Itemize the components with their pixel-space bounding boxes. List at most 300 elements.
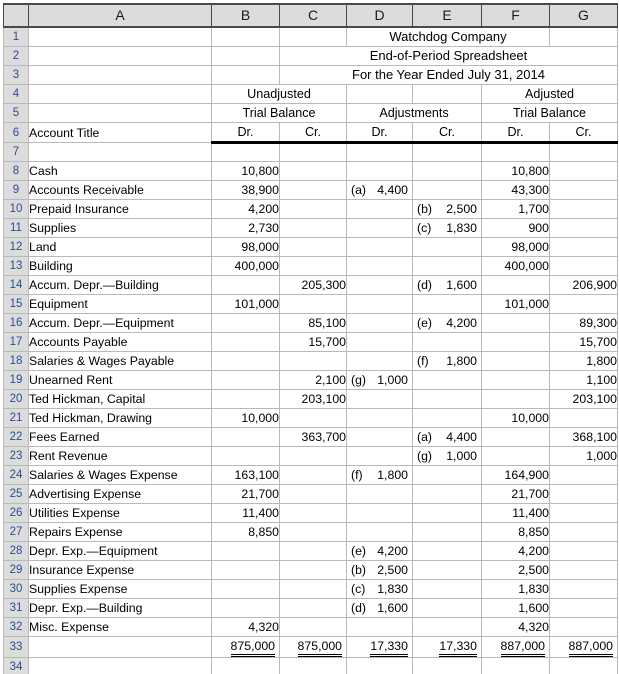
adjustment-dr-amount: 2,500	[377, 563, 408, 577]
unadjusted-dr-value[interactable]: 4,320	[212, 618, 280, 637]
row-header-5[interactable]: 5	[4, 104, 29, 123]
row-header-13[interactable]: 13	[4, 257, 29, 276]
adjusted-dr-value[interactable]: 1,700	[482, 200, 550, 219]
adjustments-cr-value[interactable]	[413, 561, 482, 580]
adjustments-label[interactable]: Adjustments	[347, 104, 482, 123]
unadjusted-dr-value[interactable]: 400,000	[212, 257, 280, 276]
adjusted-dr-value[interactable]	[482, 276, 550, 295]
table-row	[4, 219, 618, 238]
account-name[interactable]: Accounts Receivable	[29, 181, 212, 200]
unadjusted-cr-value[interactable]	[280, 466, 347, 485]
adjustments-dr-value[interactable]	[347, 295, 413, 314]
adjusted-dr-value[interactable]: 98,000	[482, 238, 550, 257]
unadjusted-cr-value[interactable]: 203,100	[280, 390, 347, 409]
adjusted-dr-value[interactable]	[482, 447, 550, 466]
adjusted-cr-value[interactable]	[550, 409, 618, 428]
adjustments-cr-value[interactable]	[413, 371, 482, 390]
account-name[interactable]: Accounts Payable	[29, 333, 212, 352]
adjusted-dr-value[interactable]: 2,500	[482, 561, 550, 580]
row-header-25[interactable]: 25	[4, 485, 29, 504]
adjusted-dr-value[interactable]: 11,400	[482, 504, 550, 523]
cell-B2[interactable]	[212, 47, 280, 66]
row-header-30[interactable]: 30	[4, 580, 29, 599]
table-row	[4, 599, 618, 618]
adjustments-dr-value[interactable]	[347, 162, 413, 181]
account-name[interactable]: Unearned Rent	[29, 371, 212, 390]
adjustments-cr-value[interactable]	[413, 618, 482, 637]
unadjusted-dr-value[interactable]	[212, 333, 280, 352]
unadjusted-dr-value[interactable]: 101,000	[212, 295, 280, 314]
unadjusted-dr-value[interactable]: 163,100	[212, 466, 280, 485]
adjustments-cr-value[interactable]	[413, 295, 482, 314]
adjustment-dr-ref: (b)	[351, 563, 367, 577]
unadjusted-dr-value[interactable]	[212, 352, 280, 371]
row-header-29[interactable]: 29	[4, 561, 29, 580]
adjustment-dr-entry	[347, 561, 412, 579]
cell-D7[interactable]	[347, 143, 413, 162]
account-name[interactable]: Fees Earned	[29, 428, 212, 447]
row-header-6[interactable]: 6	[4, 123, 29, 143]
adjusted-dr-value[interactable]	[482, 314, 550, 333]
row-header-17[interactable]: 17	[4, 333, 29, 352]
adjustments-dr-value[interactable]	[347, 219, 413, 238]
adjusted-dr-value[interactable]: 4,200	[482, 542, 550, 561]
sheet-row-4	[4, 85, 618, 104]
account-name[interactable]: Cash	[29, 162, 212, 181]
adjustments-dr-value[interactable]	[347, 466, 413, 485]
adjustments-cr-value[interactable]	[413, 409, 482, 428]
adjustment-dr-amount: 4,400	[377, 183, 408, 197]
adjustments-dr-value[interactable]	[347, 390, 413, 409]
column-header-A[interactable]: A	[29, 4, 212, 27]
row-header-7[interactable]: 7	[4, 143, 29, 162]
adjusted-cr-value[interactable]	[550, 295, 618, 314]
adjustments-cr-value[interactable]	[413, 504, 482, 523]
adjustment-cr-entry	[413, 219, 481, 237]
unadjusted-cr-value[interactable]	[280, 618, 347, 637]
unadjusted-dr-value[interactable]: 4,200	[212, 200, 280, 219]
unadjusted-group-header[interactable]: Unadjusted	[212, 85, 347, 104]
unadjusted-cr-value[interactable]: 85,100	[280, 314, 347, 333]
column-header-C[interactable]: C	[280, 4, 347, 27]
document-title[interactable]: End-of-Period Spreadsheet	[280, 47, 618, 66]
adjustments-cr-value[interactable]	[413, 314, 482, 333]
adjustments-dr-value[interactable]	[347, 181, 413, 200]
unadjusted-dr-value[interactable]	[212, 542, 280, 561]
row-header-19[interactable]: 19	[4, 371, 29, 390]
adjustments-dr-value[interactable]	[347, 428, 413, 447]
table-row	[4, 257, 618, 276]
unadjusted-cr-value[interactable]	[280, 219, 347, 238]
account-title-header[interactable]: Account Title	[29, 123, 212, 143]
adjustment-dr-entry	[347, 599, 412, 617]
row-header-26[interactable]: 26	[4, 504, 29, 523]
account-name[interactable]: Salaries & Wages Payable	[29, 352, 212, 371]
unadjusted-cr-value[interactable]	[280, 200, 347, 219]
column-header-row	[4, 4, 618, 27]
cell-A34[interactable]	[29, 658, 212, 674]
adjusted-trial-balance-label[interactable]: Trial Balance	[482, 104, 618, 123]
adjustments-dr-value[interactable]	[347, 409, 413, 428]
unadjusted-dr-value[interactable]	[212, 580, 280, 599]
company-title[interactable]: Watchdog Company	[347, 27, 550, 47]
row-header-3[interactable]: 3	[4, 66, 29, 85]
adjusted-dr-value[interactable]: 101,000	[482, 295, 550, 314]
account-name[interactable]: Advertising Expense	[29, 485, 212, 504]
adjusted-cr-value[interactable]	[550, 542, 618, 561]
adjusted-cr-value[interactable]	[550, 523, 618, 542]
sheet-row-3	[4, 66, 618, 85]
adjustments-dr-value[interactable]	[347, 276, 413, 295]
total-unadjusted-cr[interactable]	[280, 637, 347, 658]
adjustments-cr-value[interactable]	[413, 447, 482, 466]
unadjusted-dr-value[interactable]: 98,000	[212, 238, 280, 257]
adjustments-cr-value[interactable]	[413, 238, 482, 257]
adjustments-cr-value[interactable]	[413, 200, 482, 219]
adjusted-cr-value[interactable]: 1,000	[550, 447, 618, 466]
adjustments-cr-value[interactable]	[413, 428, 482, 447]
adjusted-dr-value[interactable]: 8,850	[482, 523, 550, 542]
adjustments-cr-value[interactable]	[413, 219, 482, 238]
cell-E7[interactable]	[413, 143, 482, 162]
adjusted-cr-value[interactable]	[550, 257, 618, 276]
unadjusted-cr-value[interactable]	[280, 238, 347, 257]
adjustments-cr-value[interactable]	[413, 352, 482, 371]
adjustment-cr-ref: (g)	[417, 449, 433, 463]
account-name[interactable]: Depr. Exp.—Building	[29, 599, 212, 618]
adjusted-cr-value[interactable]	[550, 219, 618, 238]
adjusted-cr-value[interactable]: 206,900	[550, 276, 618, 295]
unadjusted-dr-value[interactable]	[212, 390, 280, 409]
adjusted-cr-value[interactable]	[550, 580, 618, 599]
adjusted-cr-value[interactable]	[550, 162, 618, 181]
total-adjusted-cr[interactable]	[550, 637, 618, 658]
adjusted-cr-value[interactable]: 89,300	[550, 314, 618, 333]
unadjusted-cr-value[interactable]	[280, 561, 347, 580]
adjustments-dr-value[interactable]	[347, 333, 413, 352]
row-header-34[interactable]: 34	[4, 658, 29, 674]
adjusted-dr-value[interactable]	[482, 352, 550, 371]
adjustments-dr-value[interactable]	[347, 238, 413, 257]
cell-B34[interactable]	[212, 658, 280, 674]
table-row	[4, 466, 618, 485]
row-header-20[interactable]: 20	[4, 390, 29, 409]
adjusted-cr-value[interactable]	[550, 561, 618, 580]
account-name[interactable]: Insurance Expense	[29, 561, 212, 580]
unadjusted-cr-value[interactable]	[280, 352, 347, 371]
total-unadjusted-cr-value: 875,000	[298, 638, 342, 657]
adjustments-cr-value[interactable]	[413, 599, 482, 618]
cell-A2[interactable]	[29, 47, 212, 66]
unadjusted-cr-value[interactable]	[280, 409, 347, 428]
unadjusted-dr-value[interactable]	[212, 428, 280, 447]
unadjusted-dr-value[interactable]: 8,850	[212, 523, 280, 542]
adjustments-dr-value[interactable]	[347, 542, 413, 561]
adjustments-dr-value[interactable]	[347, 371, 413, 390]
unadjusted-cr-value[interactable]	[280, 447, 347, 466]
row-header-10[interactable]: 10	[4, 200, 29, 219]
unadjusted-cr-value[interactable]	[280, 485, 347, 504]
unadjusted-dr-value[interactable]	[212, 314, 280, 333]
adjustment-dr-ref: (f)	[351, 468, 363, 482]
account-name[interactable]: Land	[29, 238, 212, 257]
cell-C34[interactable]	[280, 658, 347, 674]
unadjusted-cr-value[interactable]	[280, 295, 347, 314]
row-header-23[interactable]: 23	[4, 447, 29, 466]
account-name[interactable]: Accum. Depr.—Building	[29, 276, 212, 295]
account-name[interactable]: Misc. Expense	[29, 618, 212, 637]
adjustment-dr-entry	[347, 580, 412, 598]
row-header-16[interactable]: 16	[4, 314, 29, 333]
cell-E4[interactable]	[413, 85, 482, 104]
unadjusted-cr-value[interactable]: 2,100	[280, 371, 347, 390]
account-name[interactable]: Utilities Expense	[29, 504, 212, 523]
unadjusted-dr-value[interactable]	[212, 599, 280, 618]
cell-G7[interactable]	[550, 143, 618, 162]
unadjusted-dr-header[interactable]: Dr.	[212, 123, 280, 143]
table-row	[4, 542, 618, 561]
total-adjusted-dr[interactable]	[482, 637, 550, 658]
adjustments-dr-header[interactable]: Dr.	[347, 123, 413, 143]
cell-C7[interactable]	[280, 143, 347, 162]
row-header-11[interactable]: 11	[4, 219, 29, 238]
row-header-27[interactable]: 27	[4, 523, 29, 542]
cell-A1[interactable]	[29, 27, 212, 47]
adjusted-dr-value[interactable]: 43,300	[482, 181, 550, 200]
adjusted-cr-header[interactable]: Cr.	[550, 123, 618, 143]
adjusted-dr-value[interactable]: 900	[482, 219, 550, 238]
row-header-12[interactable]: 12	[4, 238, 29, 257]
unadjusted-dr-value[interactable]: 11,400	[212, 504, 280, 523]
adjustments-dr-value[interactable]	[347, 447, 413, 466]
account-name[interactable]: Supplies Expense	[29, 580, 212, 599]
account-name[interactable]: Ted Hickman, Drawing	[29, 409, 212, 428]
adjustments-cr-value[interactable]	[413, 257, 482, 276]
totals-row	[4, 637, 618, 658]
totals-account-cell[interactable]	[29, 637, 212, 658]
unadjusted-cr-value[interactable]	[280, 257, 347, 276]
unadjusted-cr-value[interactable]	[280, 580, 347, 599]
adjusted-cr-value[interactable]	[550, 466, 618, 485]
adjusted-dr-value[interactable]: 1,600	[482, 599, 550, 618]
adjusted-cr-value[interactable]: 1,100	[550, 371, 618, 390]
adjustment-cr-amount: 1,830	[446, 221, 477, 235]
column-header-F[interactable]: F	[482, 4, 550, 27]
row-header-4[interactable]: 4	[4, 85, 29, 104]
adjustments-dr-value[interactable]	[347, 314, 413, 333]
table-row	[4, 352, 618, 371]
adjustments-cr-value[interactable]	[413, 390, 482, 409]
account-name[interactable]: Rent Revenue	[29, 447, 212, 466]
adjustment-cr-entry	[413, 276, 481, 294]
adjustment-cr-amount: 2,500	[446, 202, 477, 216]
cell-A7[interactable]	[29, 143, 212, 162]
column-header-D[interactable]: D	[347, 4, 413, 27]
account-name[interactable]: Repairs Expense	[29, 523, 212, 542]
adjusted-dr-value[interactable]	[482, 333, 550, 352]
cell-C1[interactable]	[280, 27, 347, 47]
adjusted-dr-value[interactable]: 1,830	[482, 580, 550, 599]
adjusted-dr-value[interactable]: 21,700	[482, 485, 550, 504]
table-row	[4, 409, 618, 428]
unadjusted-dr-value[interactable]	[212, 447, 280, 466]
account-name[interactable]: Ted Hickman, Capital	[29, 390, 212, 409]
row-header-9[interactable]: 9	[4, 181, 29, 200]
cell-E34[interactable]	[413, 658, 482, 674]
adjustment-cr-amount: 1,600	[446, 278, 477, 292]
unadjusted-cr-value[interactable]	[280, 181, 347, 200]
unadjusted-cr-value[interactable]: 15,700	[280, 333, 347, 352]
adjustments-dr-value[interactable]	[347, 504, 413, 523]
adjusted-cr-value[interactable]	[550, 181, 618, 200]
adjusted-cr-value[interactable]: 203,100	[550, 390, 618, 409]
adjusted-cr-value[interactable]	[550, 238, 618, 257]
adjusted-group-header[interactable]: Adjusted	[482, 85, 618, 104]
adjustments-cr-value[interactable]	[413, 466, 482, 485]
row-header-15[interactable]: 15	[4, 295, 29, 314]
account-name[interactable]: Building	[29, 257, 212, 276]
total-adjustments-cr[interactable]	[413, 637, 482, 658]
column-header-B[interactable]: B	[212, 4, 280, 27]
column-header-G[interactable]: G	[550, 4, 618, 27]
adjustments-dr-value[interactable]	[347, 599, 413, 618]
column-header-E[interactable]: E	[413, 4, 482, 27]
adjustments-cr-value[interactable]	[413, 181, 482, 200]
adjusted-cr-value[interactable]	[550, 200, 618, 219]
unadjusted-dr-value[interactable]	[212, 371, 280, 390]
cell-F34[interactable]	[482, 658, 550, 674]
account-name[interactable]: Prepaid Insurance	[29, 200, 212, 219]
adjustments-dr-value[interactable]	[347, 200, 413, 219]
sheet-row-2	[4, 47, 618, 66]
unadjusted-cr-value[interactable]: 363,700	[280, 428, 347, 447]
table-row	[4, 618, 618, 637]
adjusted-dr-header[interactable]: Dr.	[482, 123, 550, 143]
adjustments-cr-header[interactable]: Cr.	[413, 123, 482, 143]
unadjusted-cr-value[interactable]: 205,300	[280, 276, 347, 295]
unadjusted-cr-value[interactable]	[280, 599, 347, 618]
cell-A5[interactable]	[29, 104, 212, 123]
unadjusted-dr-value[interactable]: 10,800	[212, 162, 280, 181]
adjustment-cr-amount: 4,400	[446, 430, 477, 444]
table-row	[4, 485, 618, 504]
adjustments-cr-value[interactable]	[413, 523, 482, 542]
adjustments-dr-value[interactable]	[347, 618, 413, 637]
row-header-33[interactable]: 33	[4, 637, 29, 658]
unadjusted-dr-value[interactable]: 10,000	[212, 409, 280, 428]
row-header-24[interactable]: 24	[4, 466, 29, 485]
row-header-18[interactable]: 18	[4, 352, 29, 371]
total-adjustments-cr-value: 17,330	[439, 638, 477, 657]
total-adjustments-dr[interactable]	[347, 637, 413, 658]
adjusted-cr-value[interactable]	[550, 485, 618, 504]
cell-G1[interactable]	[550, 27, 618, 47]
account-name[interactable]: Accum. Depr.—Equipment	[29, 314, 212, 333]
adjusted-cr-value[interactable]	[550, 618, 618, 637]
account-name[interactable]: Supplies	[29, 219, 212, 238]
adjusted-dr-value[interactable]	[482, 390, 550, 409]
cell-D4[interactable]	[347, 85, 413, 104]
unadjusted-dr-value[interactable]: 21,700	[212, 485, 280, 504]
adjustments-cr-value[interactable]	[413, 485, 482, 504]
row-header-28[interactable]: 28	[4, 542, 29, 561]
row-header-21[interactable]: 21	[4, 409, 29, 428]
unadjusted-cr-value[interactable]	[280, 523, 347, 542]
adjusted-cr-value[interactable]: 368,100	[550, 428, 618, 447]
adjusted-dr-value[interactable]: 10,800	[482, 162, 550, 181]
adjustments-cr-value[interactable]	[413, 162, 482, 181]
adjusted-dr-value[interactable]	[482, 371, 550, 390]
adjustments-dr-value[interactable]	[347, 257, 413, 276]
adjusted-dr-value[interactable]	[482, 428, 550, 447]
row-header-31[interactable]: 31	[4, 599, 29, 618]
unadjusted-dr-value[interactable]: 2,730	[212, 219, 280, 238]
adjusted-cr-value[interactable]: 1,800	[550, 352, 618, 371]
unadjusted-cr-value[interactable]	[280, 542, 347, 561]
account-name[interactable]: Salaries & Wages Expense	[29, 466, 212, 485]
adjusted-dr-value[interactable]: 4,320	[482, 618, 550, 637]
adjustments-cr-value[interactable]	[413, 276, 482, 295]
total-adjustments-dr-value: 17,330	[370, 638, 408, 657]
account-name[interactable]: Equipment	[29, 295, 212, 314]
account-name[interactable]: Depr. Exp.—Equipment	[29, 542, 212, 561]
row-header-14[interactable]: 14	[4, 276, 29, 295]
table-row	[4, 371, 618, 390]
unadjusted-dr-value[interactable]	[212, 276, 280, 295]
row-header-32[interactable]: 32	[4, 618, 29, 637]
select-all-corner[interactable]	[4, 4, 29, 27]
adjusted-dr-value[interactable]: 400,000	[482, 257, 550, 276]
unadjusted-dr-value[interactable]: 38,900	[212, 181, 280, 200]
cell-A4[interactable]	[29, 85, 212, 104]
unadjusted-trial-balance-label[interactable]: Trial Balance	[212, 104, 347, 123]
adjustments-dr-value[interactable]	[347, 561, 413, 580]
cell-F7[interactable]	[482, 143, 550, 162]
cell-A3[interactable]	[29, 66, 212, 85]
cell-B1[interactable]	[212, 27, 280, 47]
adjustments-dr-value[interactable]	[347, 485, 413, 504]
row-header-8[interactable]: 8	[4, 162, 29, 181]
adjustments-cr-value[interactable]	[413, 333, 482, 352]
adjustments-cr-value[interactable]	[413, 580, 482, 599]
cell-B7[interactable]	[212, 143, 280, 162]
unadjusted-cr-header[interactable]: Cr.	[280, 123, 347, 143]
adjusted-cr-value[interactable]: 15,700	[550, 333, 618, 352]
cell-G34[interactable]	[550, 658, 618, 674]
adjusted-cr-value[interactable]	[550, 504, 618, 523]
adjusted-dr-value[interactable]: 10,000	[482, 409, 550, 428]
adjusted-dr-value[interactable]: 164,900	[482, 466, 550, 485]
period-title[interactable]: For the Year Ended July 31, 2014	[280, 66, 618, 85]
adjusted-cr-value[interactable]	[550, 599, 618, 618]
adjustments-cr-value[interactable]	[413, 542, 482, 561]
cell-B3[interactable]	[212, 66, 280, 85]
table-row	[4, 295, 618, 314]
cell-D34[interactable]	[347, 658, 413, 674]
unadjusted-dr-value[interactable]	[212, 561, 280, 580]
table-row	[4, 561, 618, 580]
row-header-1[interactable]: 1	[4, 27, 29, 47]
row-header-2[interactable]: 2	[4, 47, 29, 66]
adjustments-dr-value[interactable]	[347, 352, 413, 371]
adjustments-dr-value[interactable]	[347, 580, 413, 599]
total-adjusted-cr-value: 887,000	[569, 638, 613, 657]
adjustments-dr-value[interactable]	[347, 523, 413, 542]
row-header-22[interactable]: 22	[4, 428, 29, 447]
unadjusted-cr-value[interactable]	[280, 162, 347, 181]
total-unadjusted-dr[interactable]	[212, 637, 280, 658]
unadjusted-cr-value[interactable]	[280, 504, 347, 523]
